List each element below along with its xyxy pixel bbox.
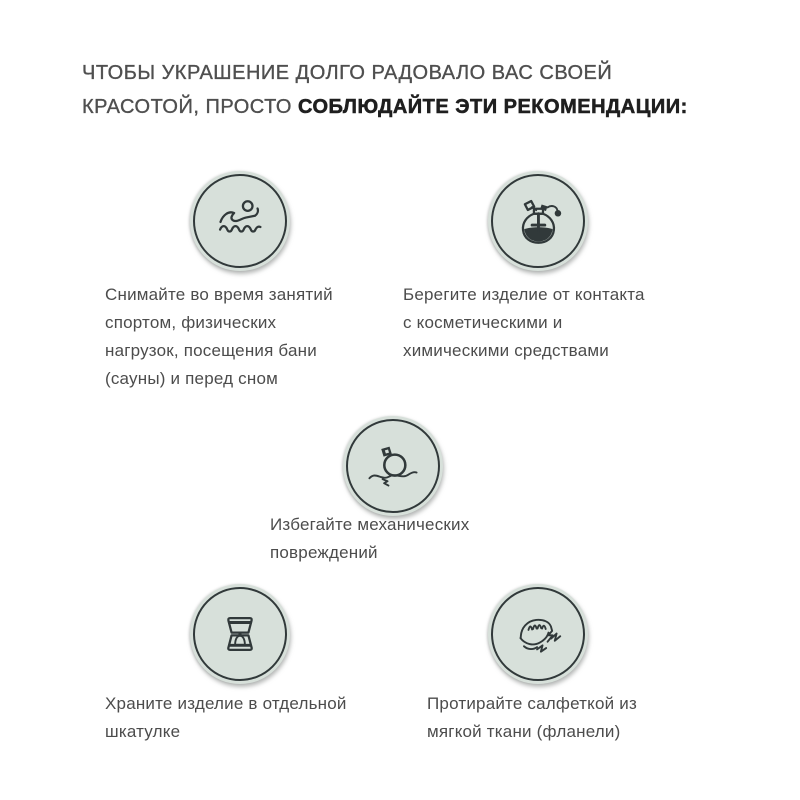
polishing-cloth-icon-circle: [488, 584, 588, 684]
damaged-ring-icon: [364, 437, 422, 495]
damaged-ring-icon-circle: [343, 416, 443, 516]
caption-line: Снимайте во время занятий: [105, 285, 333, 304]
caption-line: мягкой ткани (фланели): [427, 722, 621, 741]
caption-line: спортом, физических: [105, 313, 277, 332]
caption-line: повреждений: [270, 543, 378, 562]
jewelry-box-icon-circle: [190, 584, 290, 684]
caption-line: химическими средствами: [403, 341, 609, 360]
title-line-2-bold: СОБЛЮДАЙТЕ ЭТИ РЕКОМЕНДАЦИИ:: [298, 96, 688, 118]
caption-line: шкатулке: [105, 722, 181, 741]
caption-line: Берегите изделие от контакта: [403, 285, 645, 304]
caption-line: нагрузок, посещения бани: [105, 341, 317, 360]
caption-store-separately: [105, 690, 347, 746]
caption-line: Избегайте механических: [270, 515, 470, 534]
caption-wipe-with-cloth: [427, 690, 637, 746]
perfume-atomizer-icon: [509, 192, 567, 250]
caption-avoid-chemicals: [403, 281, 645, 365]
polishing-cloth-icon: [509, 605, 567, 663]
caption-line: Храните изделие в отдельной: [105, 694, 347, 713]
caption-line: с косметическими и: [403, 313, 563, 332]
caption-line: (сауны) и перед сном: [105, 369, 279, 388]
title-line-1: ЧТОБЫ УКРАШЕНИЕ ДОЛГО РАДОВАЛО ВАС СВОЕЙ: [82, 62, 613, 84]
caption-line: Протирайте салфеткой из: [427, 694, 637, 713]
jewelry-box-icon: [211, 605, 269, 663]
page-title: [82, 56, 742, 124]
perfume-icon-circle: [488, 171, 588, 271]
caption-avoid-damage: [270, 511, 469, 567]
caption-remove-before-activity: [105, 281, 333, 393]
swimmer-icon: [211, 192, 269, 250]
swimmer-icon-circle: [190, 171, 290, 271]
title-line-2-regular: КРАСОТОЙ, ПРОСТО: [82, 96, 299, 118]
title-line-2: [82, 90, 742, 124]
